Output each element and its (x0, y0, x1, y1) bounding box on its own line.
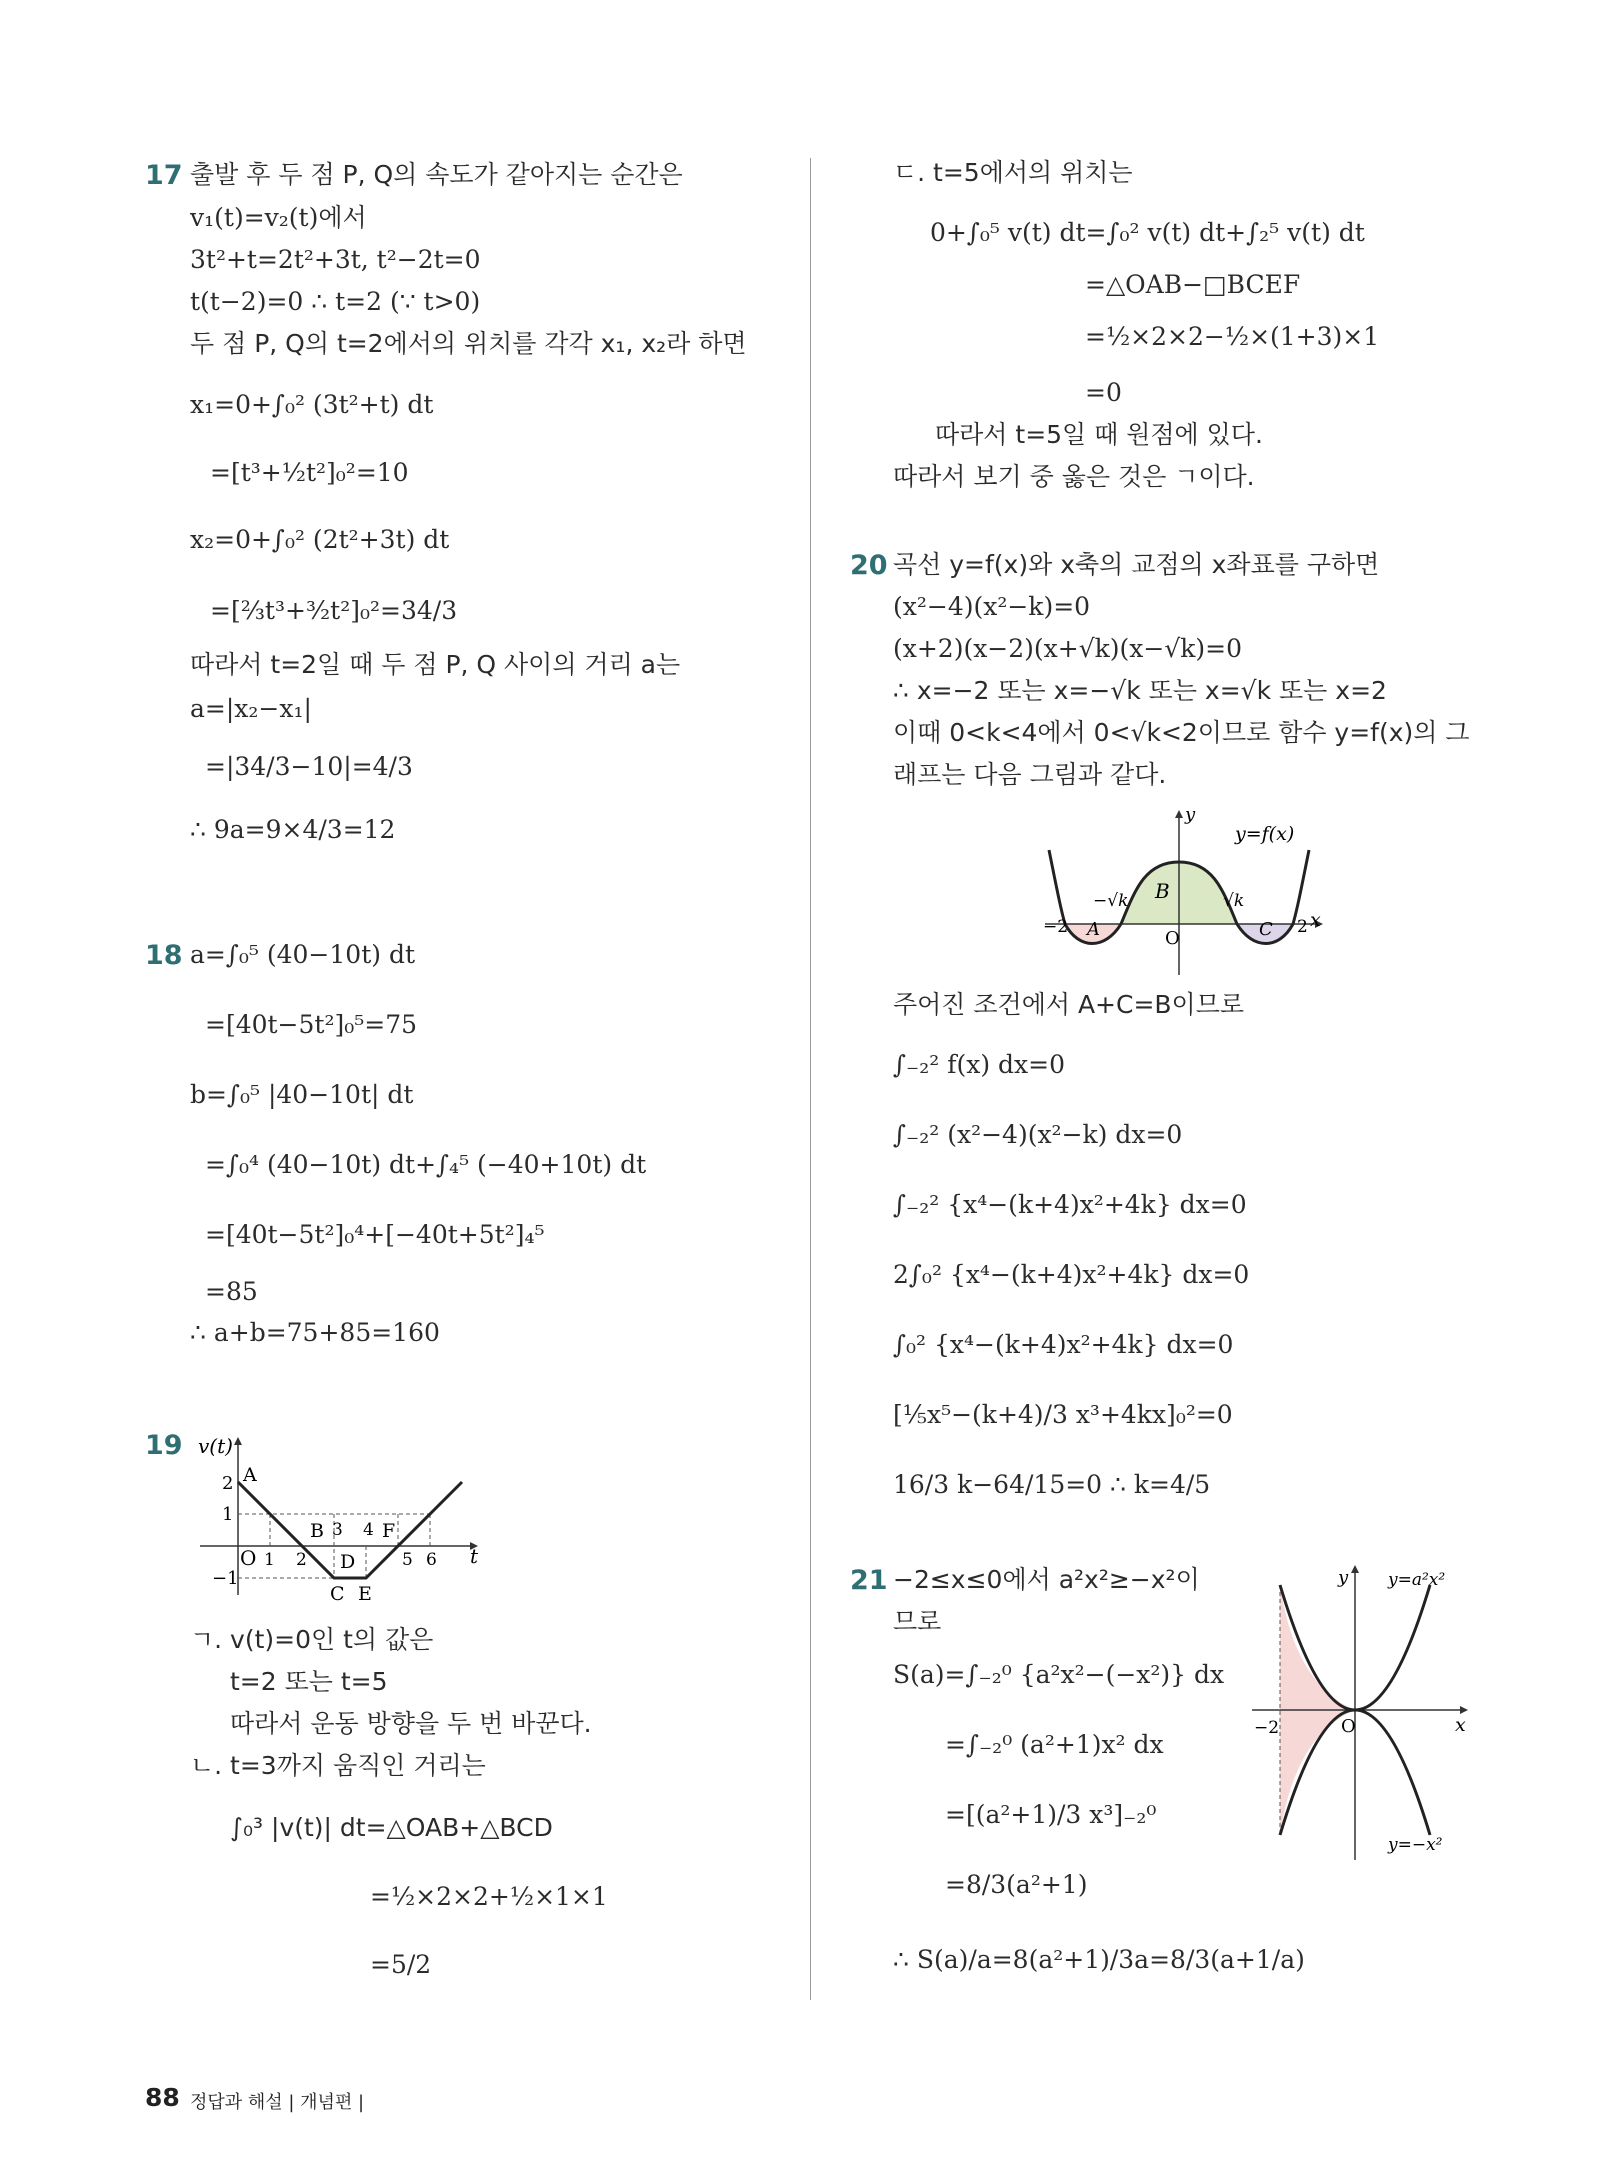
problem-number: 18 (145, 940, 183, 971)
solution-line: 므로 (893, 1607, 942, 1636)
svg-text:6: 6 (426, 1550, 437, 1570)
svg-text:B: B (1155, 879, 1170, 903)
svg-text:E: E (358, 1583, 372, 1605)
equation-line: =0 (1085, 378, 1122, 407)
equation-line: =[40t−5t²]₀⁴+[−40t+5t²]₄⁵ (205, 1220, 545, 1249)
svg-text:x: x (1455, 1714, 1466, 1736)
solution-line: 곡선 y=f(x)와 x축의 교점의 x좌표를 구하면 (893, 550, 1380, 579)
graph-origin: O (240, 1546, 257, 1570)
svg-text:A: A (243, 1464, 257, 1486)
solution-line: 두 점 P, Q의 t=2에서의 위치를 각각 x₁, x₂라 하면 (190, 329, 747, 358)
equation-line: a=∫₀⁵ (40−10t) dt (190, 940, 415, 969)
equation-line: =[(a²+1)/3 x³]₋₂⁰ (945, 1800, 1157, 1829)
velocity-graph (190, 1425, 490, 1605)
equation-line: 2∫₀² {x⁴−(k+4)x²+4k} dx=0 (893, 1260, 1250, 1289)
svg-text:−2: −2 (1043, 917, 1069, 937)
svg-text:F: F (382, 1520, 396, 1542)
equation-line: 0+∫₀⁵ v(t) dt=∫₀² v(t) dt+∫₂⁵ v(t) dt (930, 218, 1365, 247)
equation-line: x₁=0+∫₀² (3t²+t) dt (190, 390, 434, 419)
solution-line: −2≤x≤0에서 a²x²≥−x²이 (893, 1565, 1200, 1594)
svg-text:5: 5 (402, 1550, 413, 1570)
svg-text:y=f(x): y=f(x) (1235, 823, 1295, 845)
graph-ylabel: v(t) (198, 1434, 233, 1458)
solution-line: 따라서 보기 중 옳은 것은 ㄱ이다. (893, 462, 1255, 491)
svg-text:4: 4 (363, 1520, 374, 1540)
equation-line: ∴ a+b=75+85=160 (190, 1318, 440, 1347)
solution-line: 이때 0<k<4에서 0<√k<2이므로 함수 y=f(x)의 그 (893, 718, 1470, 747)
equation-line: ∫₋₂² {x⁴−(k+4)x²+4k} dx=0 (893, 1190, 1247, 1219)
svg-text:2: 2 (222, 1473, 234, 1494)
svg-text:√k: √k (1223, 891, 1245, 911)
svg-text:y=a²x²: y=a²x² (1388, 1570, 1446, 1590)
problem-number: 20 (850, 550, 888, 581)
equation-line: b=∫₀⁵ |40−10t| dt (190, 1080, 414, 1109)
equation-line: =|34/3−10|=4/3 (205, 752, 413, 781)
svg-text:O: O (1341, 1716, 1356, 1737)
equation-line: =△OAB−□BCEF (1085, 270, 1301, 299)
svg-text:x: x (1310, 909, 1321, 931)
column-divider (810, 158, 811, 2000)
equation-line: =8/3(a²+1) (945, 1870, 1088, 1899)
equation-line: [⅕x⁵−(k+4)/3 x³+4kx]₀²=0 (893, 1400, 1233, 1429)
svg-text:−2: −2 (1254, 1718, 1280, 1738)
equation-line: =[t³+½t²]₀²=10 (210, 458, 409, 487)
solution-line: t(t−2)=0 ∴ t=2 (∵ t>0) (190, 287, 481, 316)
equation-line: =5/2 (370, 1950, 432, 1979)
svg-text:A: A (1087, 919, 1100, 940)
graph-xlabel: t (470, 1544, 479, 1568)
svg-text:C: C (330, 1583, 345, 1605)
equation-line: a=|x₂−x₁| (190, 694, 312, 723)
equation-line: ∫₋₂² (x²−4)(x²−k) dx=0 (893, 1120, 1183, 1149)
svg-text:2: 2 (296, 1550, 307, 1570)
equation-line: ∫₋₂² f(x) dx=0 (893, 1050, 1065, 1079)
equation-line: (x²−4)(x²−k)=0 (893, 592, 1091, 621)
equation-line: (x+2)(x−2)(x+√k)(x−√k)=0 (893, 634, 1243, 663)
svg-text:C: C (1259, 919, 1273, 940)
solution-line: 따라서 t=5일 때 원점에 있다. (935, 420, 1263, 449)
problem-number: 17 (145, 160, 183, 191)
svg-text:y=−x²: y=−x² (1388, 1835, 1443, 1855)
page-number: 88 (145, 2083, 180, 2112)
svg-text:1: 1 (264, 1550, 275, 1570)
svg-text:3: 3 (332, 1520, 343, 1540)
equation-line: ∴ S(a)/a=8(a²+1)/3a=8/3(a+1/a) (893, 1945, 1305, 1974)
solution-line: 따라서 t=2일 때 두 점 P, Q 사이의 거리 a는 (190, 650, 681, 679)
svg-text:y: y (1338, 1567, 1349, 1588)
equation-line: x₂=0+∫₀² (2t²+3t) dt (190, 525, 450, 554)
equation-line: =∫₀⁴ (40−10t) dt+∫₄⁵ (−40+10t) dt (205, 1150, 647, 1179)
equation-line: ∫₀³ |v(t)| dt=△OAB+△BCD (230, 1813, 553, 1842)
footer-label: 정답과 해설 | 개념편 | (190, 2092, 365, 2113)
svg-text:B: B (310, 1520, 324, 1542)
problem-number: 21 (850, 1565, 888, 1596)
solution-line: ㄱ. v(t)=0인 t의 값은 (190, 1625, 434, 1654)
svg-text:O: O (1165, 928, 1180, 949)
equation-line: =85 (205, 1277, 258, 1306)
equation-line: ∫₀² {x⁴−(k+4)x²+4k} dx=0 (893, 1330, 1234, 1359)
svg-text:−√k: −√k (1093, 891, 1129, 911)
svg-text:y: y (1185, 804, 1196, 825)
svg-text:2: 2 (1297, 917, 1308, 937)
quartic-graph (1035, 800, 1335, 980)
solution-line: ㄴ. t=3까지 움직인 거리는 (190, 1751, 486, 1780)
equation-line: ∴ 9a=9×4/3=12 (190, 815, 396, 844)
solution-line: 3t²+t=2t²+3t, t²−2t=0 (190, 245, 481, 274)
solution-line: v₁(t)=v₂(t)에서 (190, 203, 367, 232)
parabola-graph (1250, 1565, 1480, 1865)
svg-text:−1: −1 (212, 1568, 239, 1589)
equation-line: =∫₋₂⁰ (a²+1)x² dx (945, 1730, 1164, 1759)
equation-line: S(a)=∫₋₂⁰ {a²x²−(−x²)} dx (893, 1660, 1225, 1689)
equation-line: =[40t−5t²]₀⁵=75 (205, 1010, 418, 1039)
solution-line: 주어진 조건에서 A+C=B이므로 (893, 990, 1244, 1019)
solution-line: 래프는 다음 그림과 같다. (893, 760, 1167, 789)
equation-line: =[⅔t³+³⁄₂t²]₀²=34/3 (210, 596, 458, 625)
solution-line: 따라서 운동 방향을 두 번 바꾼다. (230, 1709, 592, 1738)
svg-text:1: 1 (222, 1504, 234, 1525)
solution-line: 출발 후 두 점 P, Q의 속도가 같아지는 순간은 (190, 160, 683, 189)
equation-line: =½×2×2−½×(1+3)×1 (1085, 322, 1380, 351)
solution-line: ∴ x=−2 또는 x=−√k 또는 x=√k 또는 x=2 (893, 676, 1387, 705)
problem-number: 19 (145, 1430, 183, 1461)
equation-line: 16/3 k−64/15=0 ∴ k=4/5 (893, 1470, 1211, 1499)
equation-line: =½×2×2+½×1×1 (370, 1882, 608, 1911)
svg-text:D: D (340, 1551, 356, 1573)
solution-line: ㄷ. t=5에서의 위치는 (893, 158, 1133, 187)
solution-line: t=2 또는 t=5 (230, 1667, 388, 1696)
